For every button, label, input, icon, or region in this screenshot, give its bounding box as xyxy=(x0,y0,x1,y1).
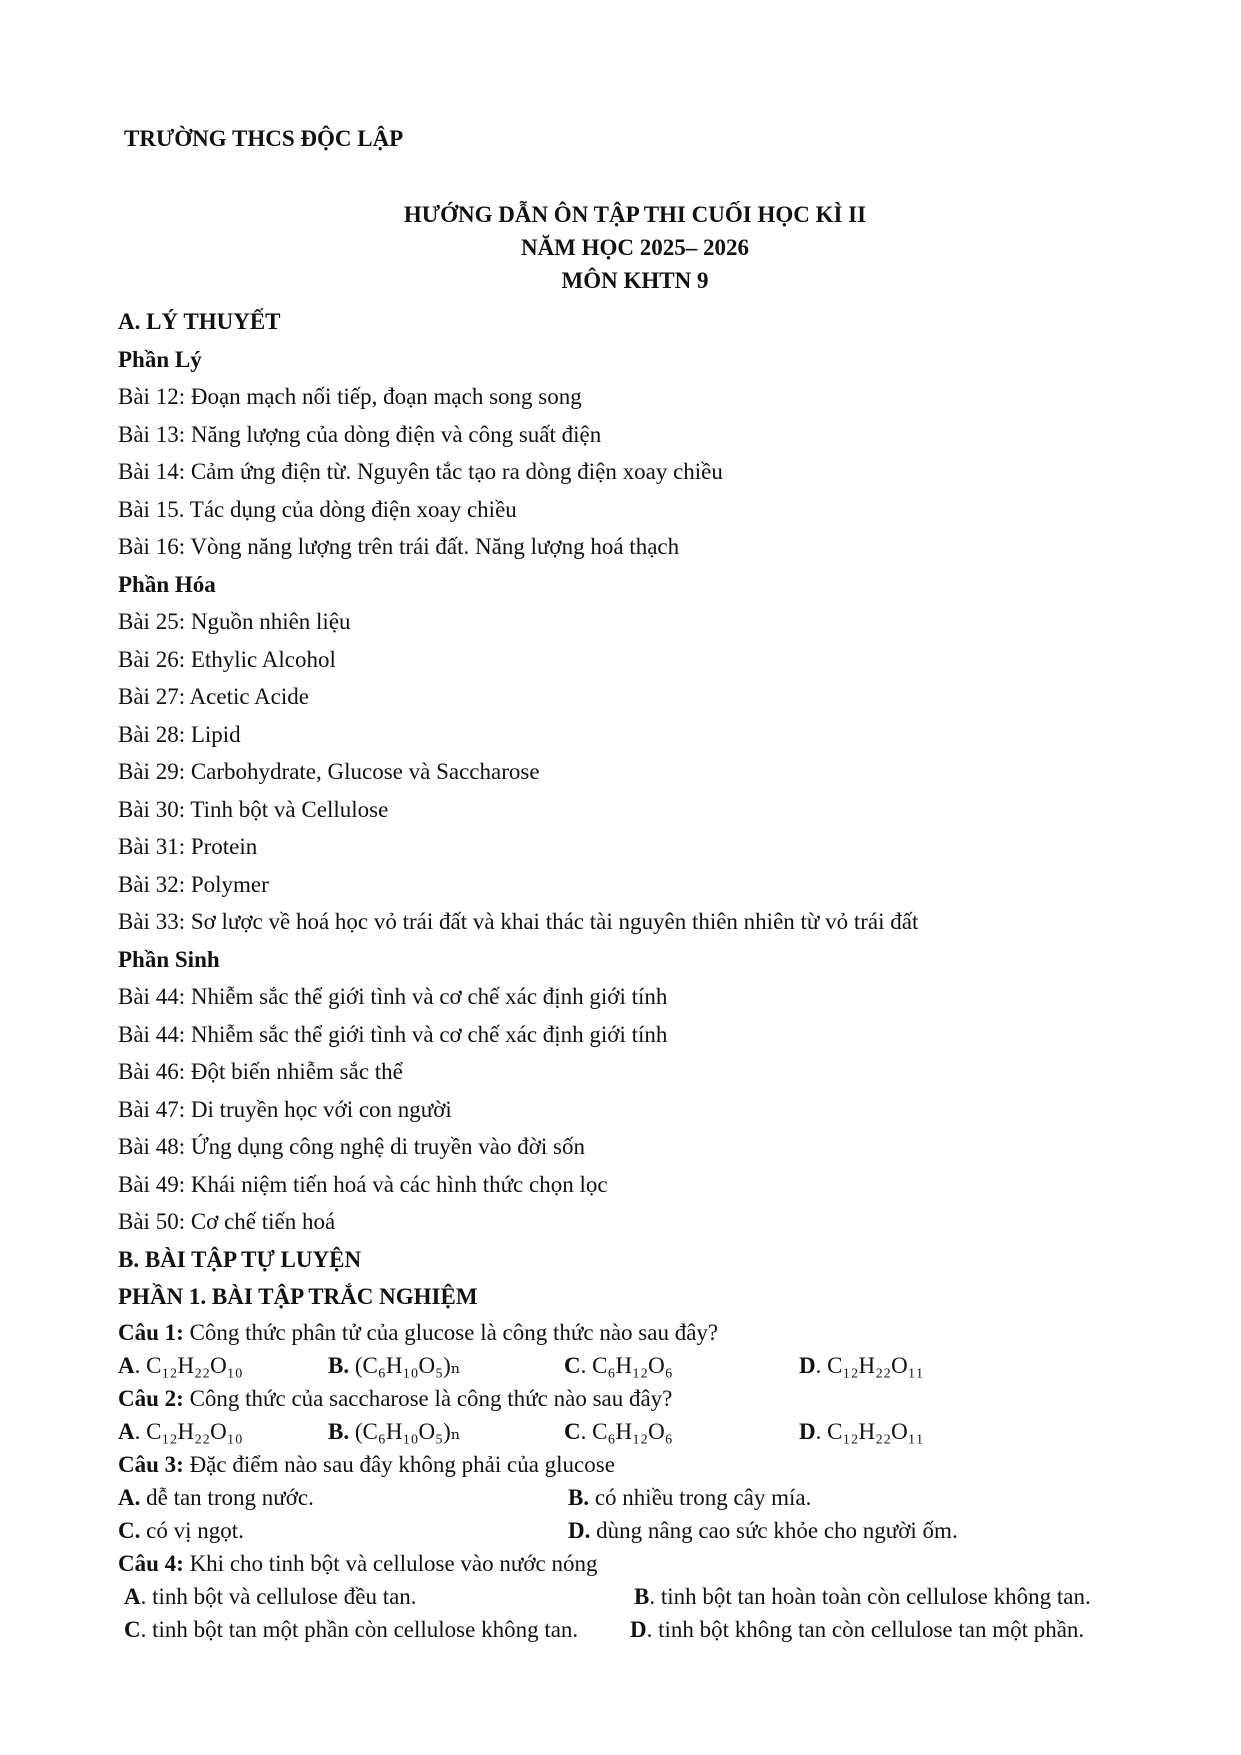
option-text: dùng nâng cao sức khỏe cho người ốm. xyxy=(596,1517,958,1543)
answer-options xyxy=(118,1415,1198,1448)
subsection-heading-physics: Phần Lý xyxy=(118,346,202,372)
list-item: Bài 44: Nhiễm sắc thể giới tình và cơ chế xác định giới tính xyxy=(118,984,668,1009)
question-label: Câu 2: xyxy=(118,1385,184,1411)
title-line: HƯỚNG DẪN ÔN TẬP THI CUỐI HỌC KÌ II xyxy=(403,202,867,227)
option-separator: . xyxy=(649,1583,661,1609)
option-text: C₁₂H₂₂O₁₁ xyxy=(827,1418,924,1444)
answer-options xyxy=(118,1349,1198,1382)
document-title xyxy=(0,198,1241,297)
question-text: Đặc điểm nào sau đây không phải của glucose xyxy=(183,1451,615,1477)
answer-option xyxy=(124,1613,578,1646)
answer-options xyxy=(118,1514,1198,1547)
list-item: Bài 28: Lipid xyxy=(118,721,241,747)
option-letter: D. xyxy=(568,1517,591,1543)
option-letter: A. xyxy=(118,1484,141,1510)
option-letter: B. xyxy=(568,1484,590,1510)
answer-option xyxy=(118,1481,314,1514)
list-item: Bài 13: Năng lượng của dòng điện và công suất điện xyxy=(118,421,602,447)
question xyxy=(118,1316,1198,1349)
list-item: Bài 49: Khái niệm tiến hoá và các hình thức chọn lọc xyxy=(118,1171,608,1197)
option-letter: C xyxy=(124,1616,141,1642)
answer-option xyxy=(118,1349,243,1382)
answer-options xyxy=(118,1613,1198,1646)
list-item: Bài 33: Sơ lược về hoá học vỏ trái đất và khai thác tài nguyên thiên nhiên từ vỏ trái đất xyxy=(118,909,919,934)
list-item: Bài 30: Tinh bột và Cellulose xyxy=(118,796,389,822)
option-letter: D xyxy=(799,1352,816,1378)
title-line: NĂM HỌC 2025– 2026 xyxy=(520,235,750,260)
list-item: Bài 31: Protein xyxy=(118,834,258,859)
section-heading-theory: A. LÝ THUYẾT xyxy=(118,309,281,334)
answer-option xyxy=(328,1349,461,1382)
question-label: Câu 3: xyxy=(118,1451,184,1477)
option-text: C₁₂H₂₂O₁₁ xyxy=(827,1352,924,1378)
option-letter: A xyxy=(118,1352,135,1378)
option-text: C₁₂H₂₂O₁₀ xyxy=(146,1418,243,1444)
answer-option xyxy=(799,1415,924,1448)
option-separator: . xyxy=(134,1418,147,1444)
option-letter: B. xyxy=(328,1352,350,1378)
option-letter: A xyxy=(124,1583,141,1609)
subsection-heading-chemistry: Phần Hóa xyxy=(118,571,216,597)
option-text: C₆H₁₂O₆ xyxy=(592,1418,673,1444)
list-item: Bài 16: Vòng năng lượng trên trái đất. Năng lượng hoá thạch xyxy=(118,534,680,559)
answer-options xyxy=(118,1481,1198,1514)
list-item: Bài 14: Cảm ứng điện từ. Nguyên tắc tạo ra dòng điện xoay chiều xyxy=(118,459,723,484)
option-text: tinh bột và cellulose đều tan. xyxy=(152,1583,417,1609)
question-text: Công thức của saccharose là công thức nào sau đây? xyxy=(183,1385,673,1411)
option-text: dễ tan trong nước. xyxy=(146,1484,314,1510)
option-text: tinh bột tan hoàn toàn còn cellulose không tan. xyxy=(660,1583,1091,1609)
list-item: Bài 32: Polymer xyxy=(118,871,269,897)
option-text: C₁₂H₂₂O₁₀ xyxy=(146,1352,243,1378)
list-item: Bài 27: Acetic Acide xyxy=(118,684,309,709)
list-item: Bài 48: Ứng dụng công nghệ di truyền vào đời sốn xyxy=(118,1134,585,1159)
list-item: Bài 44: Nhiễm sắc thể giới tình và cơ chế xác định giới tính xyxy=(118,1021,668,1047)
option-letter: A xyxy=(118,1418,135,1444)
answer-option xyxy=(630,1613,1084,1646)
list-item: Bài 25: Nguồn nhiên liệu xyxy=(118,609,351,634)
answer-option xyxy=(634,1580,1091,1613)
list-item: Bài 26: Ethylic Alcohol xyxy=(118,646,336,672)
answer-option xyxy=(568,1481,811,1514)
option-letter: C xyxy=(564,1352,581,1378)
list-item: Bài 15. Tác dụng của dòng điện xoay chiều xyxy=(118,496,517,522)
section-heading-practice: B. BÀI TẬP TỰ LUYỆN xyxy=(118,1246,362,1272)
question-text: Công thức phân tử của glucose là công thức nào sau đây? xyxy=(183,1319,719,1345)
list-item: Bài 46: Đột biến nhiễm sắc thể xyxy=(118,1059,403,1084)
question-label: Câu 4: xyxy=(118,1550,184,1576)
option-letter: C. xyxy=(118,1517,141,1543)
option-separator: . xyxy=(815,1352,828,1378)
list-item: Bài 50: Cơ chế tiến hoá xyxy=(118,1209,336,1234)
part-heading: PHẦN 1. BÀI TẬP TRẮC NGHIỆM xyxy=(118,1284,478,1309)
answer-option xyxy=(568,1514,958,1547)
answer-option xyxy=(564,1349,673,1382)
option-separator: . xyxy=(580,1418,593,1444)
subsection-heading-biology: Phần Sinh xyxy=(118,946,220,972)
option-letter: B. xyxy=(328,1418,350,1444)
option-letter: B xyxy=(634,1583,650,1609)
option-letter: C xyxy=(564,1418,581,1444)
school-name: TRƯỜNG THCS ĐỘC LẬP xyxy=(124,126,404,151)
option-separator: . xyxy=(134,1352,147,1378)
answer-option xyxy=(328,1415,461,1448)
answer-option xyxy=(124,1580,417,1613)
list-item: Bài 29: Carbohydrate, Glucose và Saccharose xyxy=(118,759,540,784)
option-text: tinh bột tan một phần còn cellulose không tan. xyxy=(152,1616,579,1642)
document-body xyxy=(118,303,1198,1646)
option-text: (C₆H₁₀O₅)ₙ xyxy=(354,1352,461,1378)
option-separator: . xyxy=(646,1616,659,1642)
question xyxy=(118,1547,1198,1580)
option-text: tinh bột không tan còn cellulose tan một phần. xyxy=(658,1616,1085,1642)
option-text: (C₆H₁₀O₅)ₙ xyxy=(354,1418,461,1444)
answer-option xyxy=(118,1514,244,1547)
answer-options xyxy=(118,1580,1198,1613)
option-separator: . xyxy=(815,1418,828,1444)
option-text: có vị ngọt. xyxy=(146,1517,244,1543)
title-line: MÔN KHTN 9 xyxy=(561,268,709,293)
list-item: Bài 47: Di truyền học với con người xyxy=(118,1096,452,1122)
answer-option xyxy=(564,1415,673,1448)
option-separator: . xyxy=(140,1616,153,1642)
option-text: có nhiều trong cây mía. xyxy=(594,1484,812,1510)
question xyxy=(118,1448,1198,1481)
option-separator: . xyxy=(580,1352,593,1378)
question-text: Khi cho tinh bột và cellulose vào nước nóng xyxy=(183,1550,598,1576)
answer-option xyxy=(118,1415,243,1448)
option-letter: D xyxy=(799,1418,816,1444)
option-separator: . xyxy=(140,1583,153,1609)
question xyxy=(118,1382,1198,1415)
option-text: C₆H₁₂O₆ xyxy=(592,1352,673,1378)
list-item: Bài 12: Đoạn mạch nối tiếp, đoạn mạch song song xyxy=(118,384,582,409)
option-letter: D xyxy=(630,1616,647,1642)
answer-option xyxy=(799,1349,924,1382)
question-label: Câu 1: xyxy=(118,1319,184,1345)
